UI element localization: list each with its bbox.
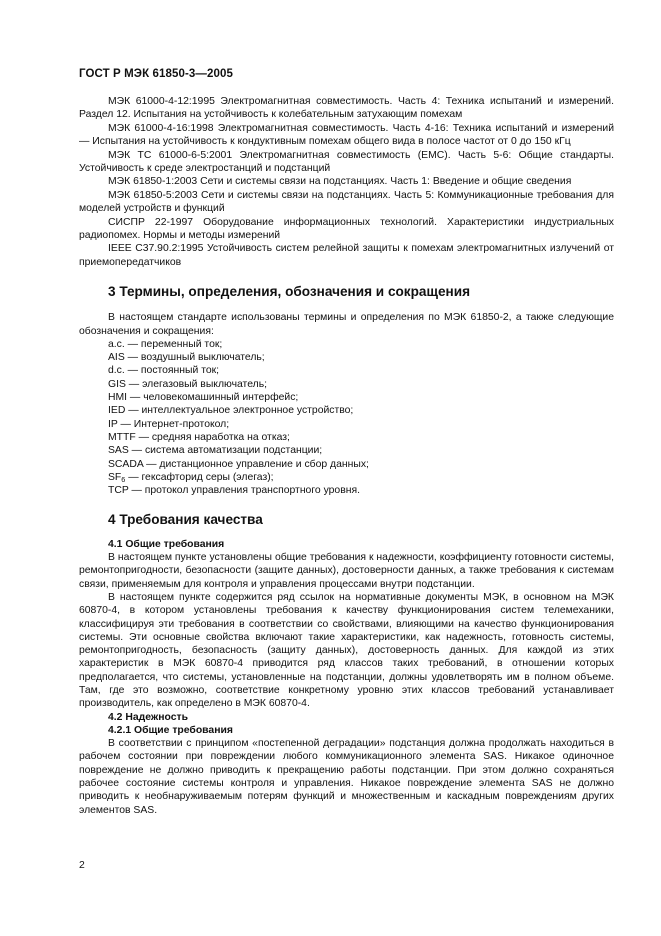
paragraph: В соответствии с принципом «постепенной деградации» подстанция должна продолжать находиться в рабочем состоянии при повреждении любого коммуникационного элемента SAS. Никакое одиночное повреждение не должно приводить к прекращению работы подстанции. При этом должно сохраняться рабочее состояние системы контроля и управления. Никакое повреждение элемента SAS не должно приводить к необнаруживаемым потерям функций и множественным и каскадным повреждениям других элементов SAS. bbox=[79, 738, 614, 816]
abbreviation-item-sf6 bbox=[79, 471, 614, 484]
sf6-base: SF bbox=[108, 471, 122, 483]
reference-item: МЭК 61850-1:2003 Сети и системы связи на подстанциях. Часть 1: Введение и общие сведения bbox=[108, 176, 572, 188]
sf6-definition: — гексафторид серы (элегаз); bbox=[125, 471, 274, 483]
abbreviation-item: SCADA — дистанционное управление и сбор данных; bbox=[108, 458, 369, 470]
subsection-4-2-heading: 4.2 Надежность bbox=[108, 711, 188, 723]
page-number: 2 bbox=[79, 860, 85, 871]
paragraph: В настоящем пункте установлены общие требования к надежности, коэффициенту готовности системы, ремонтопригодности, безопасности (защите данных), достоверности данных, а также требования к системам связи, применяемым для контроля и управления процессами внутри подстанции. bbox=[79, 552, 614, 590]
section-3-intro: В настоящем стандарте использованы термины и определения по МЭК 61850-2, а также следующие обозначения и сокращения: bbox=[79, 312, 614, 337]
reference-item: IEEE С37.90.2:1995 Устойчивость систем релейной защиты к помехам электромагнитных излучений от приемопередатчиков bbox=[79, 243, 614, 268]
normative-references bbox=[79, 95, 614, 269]
document-header: ГОСТ Р МЭК 61850-3—2005 bbox=[79, 68, 233, 80]
abbreviation-item: IP — Интернет-протокол; bbox=[108, 418, 230, 430]
abbreviation-item: MTTF — средняя наработка на отказ; bbox=[108, 431, 290, 443]
abbreviation-item: a.c. — переменный ток; bbox=[108, 338, 223, 350]
abbreviation-item: TCP — протокол управления транспортного уровня. bbox=[108, 485, 360, 497]
reference-item: МЭК ТС 61000-6-5:2001 Электромагнитная совместимость (ЕМС). Часть 5-6: Общие стандарты. Устойчивость к среде электростанций и подстанций bbox=[79, 149, 614, 174]
abbreviation-list bbox=[79, 338, 614, 498]
page-content bbox=[79, 95, 614, 817]
subsection-4-2-1-heading: 4.2.1 Общие требования bbox=[108, 724, 233, 736]
abbreviation-item: IED — интеллектуальное электронное устройство; bbox=[108, 405, 354, 417]
abbreviation-item: GIS — элегазовый выключатель; bbox=[108, 378, 267, 390]
reference-item: МЭК 61000-4-16:1998 Электромагнитная совместимость. Часть 4-16: Техника испытаний и измерений — Испытания на устойчивость к кондуктивным помехам общего вида в полосе частот от 0 до 150 кГц bbox=[79, 122, 614, 148]
abbreviation-item: AIS — воздушный выключатель; bbox=[108, 352, 265, 364]
abbreviation-item: SAS — система автоматизации подстанции; bbox=[108, 445, 323, 457]
sf6-subscript: 6 bbox=[121, 474, 126, 484]
reference-item: МЭК 61000-4-12:1995 Электромагнитная совместимость. Часть 4: Техника испытаний и измерений. Раздел 12. Испытания на устойчивость к колебательным затухающим помехам bbox=[79, 96, 614, 121]
abbreviation-item: HMI — человекомашинный интерфейс; bbox=[108, 392, 299, 404]
paragraph: В настоящем пункте содержится ряд ссылок на нормативные документы МЭК, в основном на МЭК 60870-4, в котором установлены требования к качеству функционирования систем телемеханики, классифицируя эти требования в соответствии со свойствами, влияющими на качество функционирования системы. Эти основные свойства включают такие характеристики, как надежность, готовность системы, ремонтопригодность, безопасность (защиту данных), достоверность данных. Для каждой из этих характеристик в МЭК 60870-4 приводится ряд классов таких требований, в отношении которых предполагается, что системы, установленные на подстанции, должны удовлетворять им в полном объеме. Там, где это возможно, соответствие конкретному уровню этих классов требований устанавливает производитель, как определено в МЭК 60870-4. bbox=[79, 591, 614, 710]
reference-item: МЭК 61850-5:2003 Сети и системы связи на подстанциях. Часть 5: Коммуникационные требования для моделей устройств и функций bbox=[79, 189, 614, 215]
section-4-heading: 4 Требования качества bbox=[108, 512, 263, 528]
abbreviation-item: d.c. — постоянный ток; bbox=[108, 365, 220, 377]
reference-item: СИСПР 22-1997 Оборудование информационных технологий. Характеристики индустриальных радиопомех. Нормы и методы измерений bbox=[79, 216, 614, 241]
section-3-heading: 3 Термины, определения, обозначения и сокращения bbox=[108, 283, 471, 299]
subsection-4-1-heading: 4.1 Общие требования bbox=[108, 538, 225, 550]
